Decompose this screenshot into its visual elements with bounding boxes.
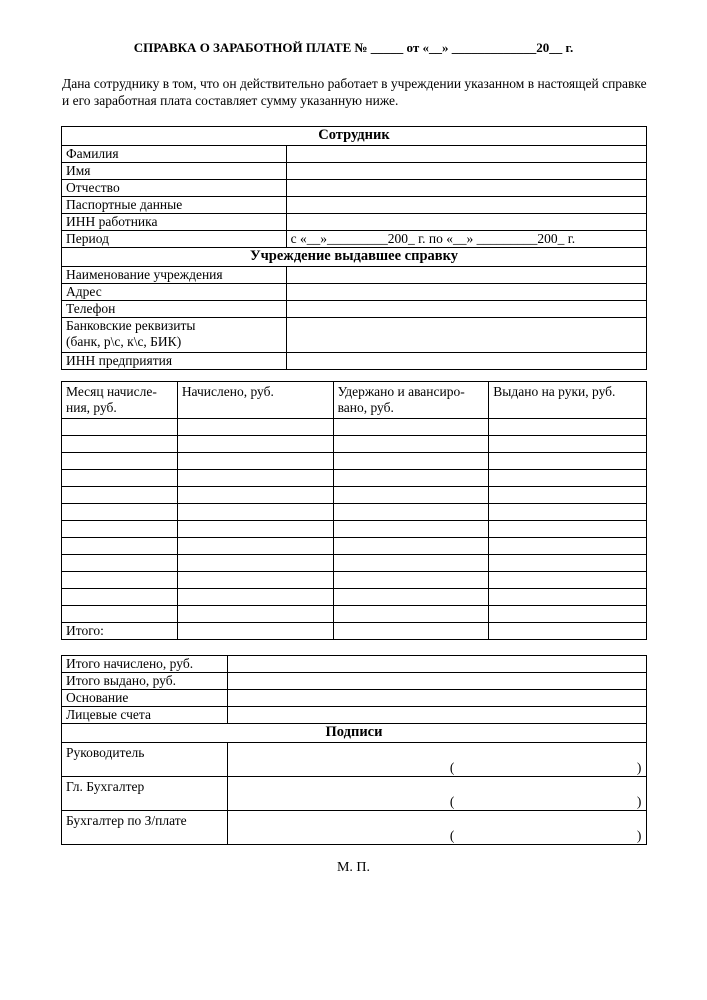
cell[interactable] <box>177 436 333 453</box>
row-label: ИНН работника <box>62 214 287 231</box>
cell[interactable] <box>333 436 489 453</box>
total-row <box>62 623 647 640</box>
table-row <box>62 521 647 538</box>
cell[interactable] <box>177 453 333 470</box>
cell[interactable] <box>333 623 489 640</box>
cell[interactable] <box>62 538 178 555</box>
cell[interactable] <box>489 453 647 470</box>
cell[interactable] <box>62 419 178 436</box>
value-cell[interactable] <box>227 707 646 724</box>
header-line: ния, руб. <box>66 400 117 415</box>
cell[interactable] <box>62 606 178 623</box>
cell[interactable] <box>177 572 333 589</box>
signature-field[interactable] <box>227 811 646 845</box>
cell[interactable] <box>333 606 489 623</box>
signature-field[interactable] <box>227 777 646 811</box>
value-cell[interactable] <box>286 180 646 197</box>
value-cell[interactable] <box>286 214 646 231</box>
row-label <box>62 318 287 353</box>
value-cell[interactable] <box>227 673 646 690</box>
table-row <box>62 436 647 453</box>
cell[interactable] <box>177 521 333 538</box>
institution-heading: Учреждение выдавшее справку <box>62 248 647 267</box>
column-header: Начислено, руб. <box>177 382 333 419</box>
cell[interactable] <box>333 470 489 487</box>
table-row <box>62 606 647 623</box>
period-value[interactable]: с «__»_________200_ г. по «__» _________200_ г. <box>286 231 646 248</box>
value-cell[interactable] <box>286 301 646 318</box>
stamp-place: М. П. <box>336 860 371 875</box>
signature-field[interactable] <box>227 743 646 777</box>
cell[interactable] <box>489 419 647 436</box>
cell[interactable] <box>333 521 489 538</box>
bank-label: Банковские реквизиты <box>66 318 196 333</box>
employee-table <box>61 126 647 370</box>
cell[interactable] <box>177 555 333 572</box>
paren-open: ( <box>449 760 455 775</box>
table-row <box>62 538 647 555</box>
cell[interactable] <box>489 538 647 555</box>
cell[interactable] <box>177 538 333 555</box>
cell[interactable] <box>177 470 333 487</box>
header-line: вано, руб. <box>337 400 394 415</box>
cell[interactable] <box>177 606 333 623</box>
summary-table <box>61 655 647 845</box>
cell[interactable] <box>177 487 333 504</box>
column-header <box>333 382 489 419</box>
column-header: Выдано на руки, руб. <box>489 382 647 419</box>
intro-text: Дана сотруднику в том, что он действительно работает в учреждении указанном в настоящей справке и его заработная плата составляет сумму указанную ниже. <box>62 76 647 108</box>
table-row <box>62 589 647 606</box>
signer-label: Гл. Бухгалтер <box>62 777 228 811</box>
signer-label: Руководитель <box>62 743 228 777</box>
cell[interactable] <box>177 589 333 606</box>
paren-open: ( <box>449 794 455 809</box>
table-row <box>62 453 647 470</box>
row-label: Период <box>62 231 287 248</box>
cell[interactable] <box>333 555 489 572</box>
salary-table <box>61 381 647 640</box>
cell[interactable] <box>333 504 489 521</box>
header-line: Месяц начисле- <box>66 384 157 399</box>
cell[interactable] <box>489 589 647 606</box>
cell[interactable] <box>489 521 647 538</box>
cell[interactable] <box>489 623 647 640</box>
cell[interactable] <box>489 436 647 453</box>
cell[interactable] <box>489 487 647 504</box>
value-cell[interactable] <box>286 284 646 301</box>
cell[interactable] <box>489 470 647 487</box>
row-label: Фамилия <box>62 146 287 163</box>
row-label: Отчество <box>62 180 287 197</box>
cell[interactable] <box>333 419 489 436</box>
cell[interactable] <box>62 589 178 606</box>
cell[interactable] <box>177 623 333 640</box>
cell[interactable] <box>489 555 647 572</box>
row-label: Адрес <box>62 284 287 301</box>
value-cell[interactable] <box>286 146 646 163</box>
cell[interactable] <box>62 470 178 487</box>
cell[interactable] <box>333 572 489 589</box>
cell[interactable] <box>489 606 647 623</box>
cell[interactable] <box>177 419 333 436</box>
value-cell[interactable] <box>286 267 646 284</box>
value-cell[interactable] <box>227 690 646 707</box>
table-row <box>62 487 647 504</box>
cell[interactable] <box>62 453 178 470</box>
row-label: Телефон <box>62 301 287 318</box>
table-row <box>62 504 647 521</box>
row-label: Основание <box>62 690 228 707</box>
table-row <box>62 555 647 572</box>
value-cell[interactable] <box>227 656 646 673</box>
table-row <box>62 419 647 436</box>
cell[interactable] <box>177 504 333 521</box>
cell[interactable] <box>62 436 178 453</box>
row-label: Наименование учреждения <box>62 267 287 284</box>
paren-close: ) <box>636 794 642 809</box>
cell[interactable] <box>489 572 647 589</box>
cell[interactable] <box>62 572 178 589</box>
cell[interactable] <box>62 521 178 538</box>
cell[interactable] <box>62 555 178 572</box>
paren-close: ) <box>636 760 642 775</box>
row-label: Итого начислено, руб. <box>62 656 228 673</box>
header-line: Удержано и авансиро- <box>337 384 465 399</box>
row-label: Имя <box>62 163 287 180</box>
column-header <box>62 382 178 419</box>
document-title: СПРАВКА О ЗАРАБОТНОЙ ПЛАТЕ № _____ от «__» _____________20__ г. <box>133 40 574 55</box>
row-label: ИНН предприятия <box>62 353 287 370</box>
cell[interactable] <box>333 538 489 555</box>
cell[interactable] <box>333 453 489 470</box>
row-label: Лицевые счета <box>62 707 228 724</box>
table-row <box>62 572 647 589</box>
total-label: Итого: <box>62 623 178 640</box>
value-cell[interactable] <box>286 163 646 180</box>
cell[interactable] <box>62 487 178 504</box>
signatures-heading: Подписи <box>62 724 647 743</box>
paren-open: ( <box>449 828 455 843</box>
row-label: Паспортные данные <box>62 197 287 214</box>
cell[interactable] <box>333 487 489 504</box>
value-cell[interactable] <box>286 318 646 353</box>
bank-sublabel: (банк, р\с, к\с, БИК) <box>66 334 182 349</box>
paren-close: ) <box>636 828 642 843</box>
row-label: Итого выдано, руб. <box>62 673 228 690</box>
table-row <box>62 470 647 487</box>
value-cell[interactable] <box>286 197 646 214</box>
cell[interactable] <box>489 504 647 521</box>
signer-label: Бухгалтер по З/плате <box>62 811 228 845</box>
cell[interactable] <box>333 589 489 606</box>
cell[interactable] <box>62 504 178 521</box>
employee-heading: Сотрудник <box>62 127 647 146</box>
value-cell[interactable] <box>286 353 646 370</box>
